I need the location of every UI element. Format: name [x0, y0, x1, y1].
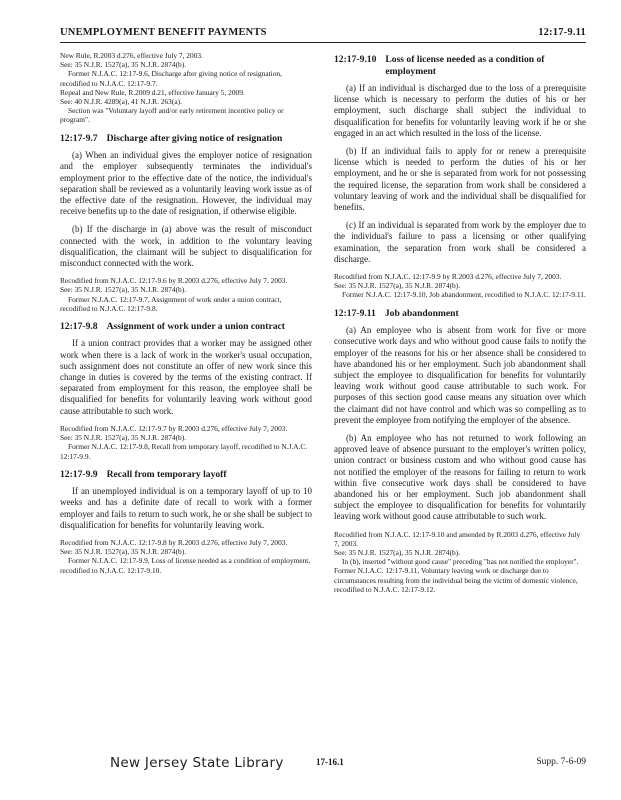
left-column — [60, 51, 312, 575]
section-paragraph: (a) An employee who is absent from work for five or more consecutive work days and who without good cause fails to notify the employer of the reasons for his or her absence shall be considered to have abandoned his or her employment. Such job abandonment shall subject the employee to disqualification for benefits for voluntarily leaving work without good cause attributable to such work. For purposes of this section good cause means any situation over which the claimant did not have control and which was so compelling as to prevent the employee from notifying the employer of the absence. — [334, 325, 586, 425]
section-heading — [334, 308, 586, 320]
history-note: See: 35 N.J.R. 1527(a), 35 N.J.R. 2874(b). — [60, 433, 187, 443]
section-paragraph: (b) An employee who has not returned to work following an approved leave of absence pursuant to the employer's written policy, union contract or business custom and who without good cause has not notified the employer of the reasons for failing to return to work within five consecutive work days shall be considered to have abandoned his or her employment. Such job abandonment shall subject the employee to disqualification for benefits for voluntarily leaving work without good cause attributable to such work. — [334, 432, 586, 522]
history-note: Section was "Voluntary layoff and/or early retirement incentive policy or program". — [60, 106, 284, 125]
section-paragraph: (b) If the discharge in (a) above was the result of misconduct connected with the work, in addition to the voluntary leaving disqualification, the claimant will be subject to disqualification for misconduct connected with the work. — [60, 224, 312, 268]
history-note: See: 35 N.J.R. 1527(a), 35 N.J.R. 2874(b). — [60, 285, 187, 295]
section-paragraph: If an unemployed individual is on a temporary layoff of up to 10 weeks and has a definite date of recall to work with a former employer and fails to return to such work, he or she shall be subject to disqualification for benefits for voluntarily leaving work. — [60, 486, 312, 530]
section-heading — [60, 321, 312, 333]
section-paragraph: (a) If an individual is discharged due to the loss of a prerequisite license which is necessary to perform the duties of his or her employment, such discharge shall subject the individual to disqualification for benefits for voluntarily leaving work if he or she engaged in an act which resulted in the loss of the license. — [334, 83, 586, 138]
history-note: Former N.J.A.C. 12:17-9.10, Job abandonment, recodified to N.J.A.C. 12:17-9.11. — [342, 290, 586, 300]
section-number: 12:17-9.11 — [334, 307, 376, 319]
history-note: Former N.J.A.C. 12:17-9.7, Assignment of work under a union contract, recodified to N.J.A.C. 12:17-9.8. — [60, 294, 282, 313]
history-note: Recodified from N.J.A.C. 12:17-9.9 by R.2003 d.276, effective July 7, 2003. — [334, 272, 562, 282]
section-12-17-9-7 — [60, 133, 312, 313]
section-paragraph: (b) If an individual fails to apply for or renew a prerequisite license which is needed to perform the duties of his or her employment, and he or she is separated from work for not possessing the required license, the separation from work shall be considered a voluntary leaving of work and the individual shall be disqualified for benefits. — [334, 146, 586, 213]
section-heading — [60, 469, 312, 481]
history-note: Recodified from N.J.A.C. 12:17-9.8 by R.2003 d.276, effective July 7, 2003. — [60, 538, 288, 548]
section-number: 12:17-9.8 — [60, 320, 98, 332]
history-note: See: 35 N.J.R. 1527(a), 35 N.J.R. 2874(b). — [334, 281, 461, 291]
section-paragraph: (c) If an individual is separated from work by the employer due to the individual's failure to pass a licensing or other qualifying examination, the separation from work shall be considered a discharge. — [334, 220, 586, 264]
history-note: New Rule, R.2003 d.276, effective July 7, 2003. — [60, 51, 203, 60]
section-title: Loss of license needed as a condition of employment — [385, 54, 545, 77]
history-note: See: 35 N.J.R. 1527(a), 35 N.J.R. 2874(b). — [60, 60, 187, 70]
history-note: In (b), inserted "without good cause" preceding "has not notified the employer". Former N.J.A.C. 12:17-9.11, Voluntary leaving work or discharge due to circumstances resulting from the individual being the victim of domestic violence, recodified to N.J.A.C. 12:17-9.12. — [334, 557, 579, 594]
history-note: Recodified from N.J.A.C. 12:17-9.7 by R.2003 d.276, effective July 7, 2003. — [60, 423, 288, 433]
page-footer — [60, 752, 586, 774]
section-heading — [60, 133, 312, 145]
history-note: Former N.J.A.C. 12:17-9.9, Loss of license needed as a condition of employment, recodified to N.J.A.C. 12:17-9.10. — [60, 556, 311, 575]
section-paragraph: If a union contract provides that a worker may be assigned other work when there is a lack of work in the worker's usual occupation, such assignment does not constitute an offer of new work since this change in duties is covered by the terms of the existing contract. If separated from employment for this reason, the employee shall be disqualified for benefits for voluntarily leaving work without good cause attributable to such work. — [60, 338, 312, 416]
history-note: Recodified from N.J.A.C. 12:17-9.6 by R.2003 d.276, effective July 7, 2003. — [60, 276, 288, 286]
section-number: 12:17-9.10 — [334, 54, 377, 65]
right-column — [334, 51, 586, 594]
header-section-ref: 12:17-9.11 — [538, 27, 586, 38]
section-title: Assignment of work under a union contract — [106, 320, 285, 332]
history-note-block — [60, 51, 312, 125]
header-title: UNEMPLOYMENT BENEFIT PAYMENTS — [60, 27, 267, 38]
section-heading — [334, 54, 586, 77]
history-note: Former N.J.A.C. 12:17-9.8, Recall from temporary layoff, recodified to N.J.A.C. 12:17-9.9. — [60, 442, 308, 461]
section-title: Job abandonment — [384, 307, 459, 319]
section-number: 12:17-9.9 — [60, 468, 98, 480]
section-12-17-9-10 — [334, 54, 586, 300]
section-number: 12:17-9.7 — [60, 132, 98, 144]
section-title: Recall from temporary layoff — [106, 468, 227, 480]
history-note: Former N.J.A.C. 12:17-9.6, Discharge after giving notice of resignation, recodified to N.J.A.C. 12:17-9.7. — [60, 69, 282, 88]
running-header — [60, 26, 586, 43]
section-paragraph: (a) When an individual gives the employer notice of resignation and the employer subsequently terminates the individual's employment prior to the effective date of the notice, the individual's separation shall be reviewed as a voluntarily leaving work issue as of the effective date of the resignation. However, the individual may receive benefits up to the date of resignation, if otherwise eligible. — [60, 150, 312, 217]
library-watermark: New Jersey State Library — [110, 755, 284, 771]
section-title: Discharge after giving notice of resignation — [106, 132, 283, 144]
section-12-17-9-11 — [334, 308, 586, 594]
supplement-date: Supp. 7-6-09 — [536, 757, 586, 767]
page-number: 17-16.1 — [316, 757, 344, 767]
history-note: See: 40 N.J.R. 4289(a), 41 N.J.R. 263(a). — [60, 97, 182, 107]
history-note: See: 35 N.J.R. 1527(a), 35 N.J.R. 2874(b). — [334, 548, 461, 558]
history-note: See: 35 N.J.R. 1527(a), 35 N.J.R. 2874(b). — [60, 547, 187, 557]
history-note: Repeal and New Rule, R.2009 d.21, effective January 5, 2009. — [60, 87, 245, 97]
section-12-17-9-9 — [60, 469, 312, 575]
section-12-17-9-8 — [60, 321, 312, 461]
history-note: Recodified from N.J.A.C. 12:17-9.10 and amended by R.2003 d.276, effective July 7, 2003. — [334, 529, 581, 548]
